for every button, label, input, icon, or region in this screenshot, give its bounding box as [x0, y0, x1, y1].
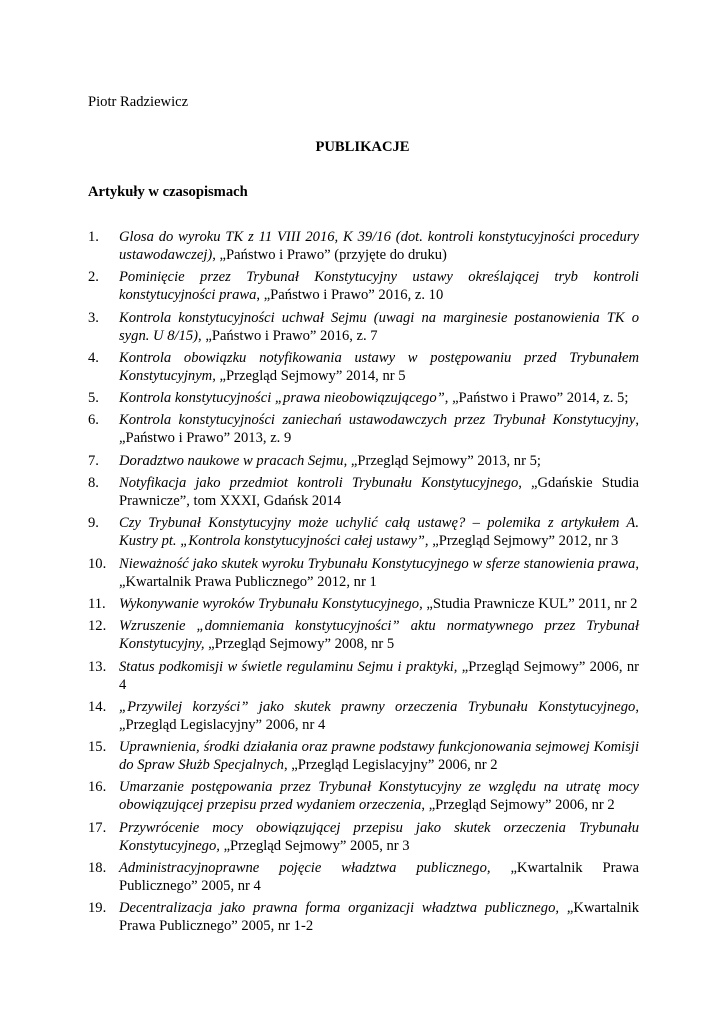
article-citation: , „Państwo i Prawo” 2016, z. 7 [198, 327, 378, 344]
list-item [88, 514, 639, 550]
list-item [88, 778, 639, 814]
article-citation: , „Państwo i Prawo” 2016, z. 10 [256, 287, 444, 304]
article-citation: , „Przegląd Sejmowy” 2012, nr 3 [424, 533, 619, 550]
list-item [88, 452, 639, 470]
article-title: Nieważność jako skutek wyroku Trybunału Konstytucyjnego w sferze stanowienia prawa [119, 555, 636, 572]
list-item [88, 228, 639, 264]
article-title: Pominięcie przez Trybunał Konstytucyjny ustawy określającej tryb kontroli konstytucyjności prawa [119, 269, 639, 304]
item-number: 17. [88, 819, 107, 836]
article-citation: , „Państwo i Prawo” 2014, z. 5; [444, 390, 629, 407]
item-number: 11. [88, 595, 106, 612]
item-number: 16. [88, 779, 107, 796]
item-number: 1. [88, 229, 99, 245]
article-title: „Przywilej korzyści” jako skutek prawny orzeczenia Trybunału Konstytucyjnego [119, 698, 636, 715]
list-item [88, 268, 639, 304]
list-item [88, 474, 639, 510]
article-title: Doradztwo naukowe w pracach Sejmu [119, 452, 344, 469]
item-number: 12. [88, 618, 107, 635]
article-citation: „Kwartalnik Prawa Publicznego” 2005, nr 4 [119, 860, 639, 895]
article-title: Wykonywanie wyroków Trybunału Konstytucyjnego [119, 595, 420, 612]
item-number: 8. [88, 475, 99, 492]
article-citation: , „Państwo i Prawo” 2013, z. 9 [119, 412, 639, 447]
list-item [88, 658, 639, 694]
list-item [88, 555, 639, 591]
article-title: Decentralizacja jako prawna forma organizacji władztwa publicznego, [119, 900, 560, 917]
article-title: Notyfikacja jako przedmiot kontroli Trybunału Konstytucyjnego [119, 475, 519, 492]
item-number: 3. [88, 309, 99, 326]
list-item [88, 309, 639, 345]
list-item [88, 819, 639, 855]
article-citation: „Przegląd Sejmowy” 2008, nr 5 [204, 636, 395, 653]
item-number: 2. [88, 269, 99, 286]
list-item [88, 738, 639, 774]
article-citation: , „Przegląd Sejmowy” 2013, nr 5; [343, 452, 541, 469]
article-citation: , „Gdańskie Studia Prawnicze”, tom XXXI, Gdańsk 2014 [119, 475, 639, 510]
item-number: 13. [88, 658, 107, 675]
article-title: Kontrola konstytucyjności uchwał Sejmu (uwagi na marginesie postanowienia TK o sygn. U 8/15) [119, 309, 639, 344]
article-title: Wzruszenie „domniemania konstytucyjności” aktu normatywnego przez Trybunał Konstytucyjny, [119, 618, 639, 653]
article-title: Czy Trybunał Konstytucyjny może uchylić całą ustawę? – polemika z artykułem A. Kustry pt. „Kontrola konstytucyjności całej ustawy” [119, 515, 639, 550]
article-title: Administracyjnoprawne pojęcie władztwa publicznego, [119, 860, 491, 877]
item-number: 6. [88, 412, 99, 429]
article-title: Glosa do wyroku TK z 11 VIII 2016, K 39/16 (dot. kontroli konstytucyjności procedury ustawodawczej) [119, 229, 639, 263]
article-title: Kontrola obowiązku notyfikowania ustawy w postępowaniu przed Trybunałem Konstytucyjnym [119, 349, 639, 384]
item-number: 18. [88, 860, 107, 877]
article-citation: , „Państwo i Prawo” (przyjęte do druku) [212, 247, 447, 263]
article-citation: „Kwartalnik Prawa Publicznego” 2005, nr 1-2 [119, 900, 639, 935]
article-title: Uprawnienia, środki działania oraz prawne podstawy funkcjonowania sejmowej Komisji do Spraw Służb Specjalnych [119, 739, 639, 774]
article-title: Kontrola konstytucyjności zaniechań ustawodawczych przez Trybunał Konstytucyjny [119, 412, 636, 429]
article-title: Status podkomisji w świetle regulaminu Sejmu i praktyki, [119, 658, 458, 675]
list-item [88, 389, 639, 407]
list-item [88, 899, 639, 935]
article-citation: , „Przegląd Sejmowy” 2006, nr 2 [421, 797, 615, 814]
article-citation: , „Studia Prawnicze KUL” 2011, nr 2 [419, 595, 638, 612]
page-title: PUBLIKACJE [315, 139, 410, 155]
article-citation: , „Przegląd Legislacyjny” 2006, nr 2 [283, 757, 498, 774]
article-citation: , „Kwartalnik Prawa Publicznego” 2012, nr 1 [119, 555, 639, 590]
list-item [88, 698, 639, 734]
item-number: 9. [88, 515, 99, 532]
item-number: 4. [88, 349, 99, 366]
list-item [88, 411, 639, 447]
item-number: 10. [88, 555, 107, 572]
article-title: Przywrócenie mocy obowiązującej przepisu jako skutek orzeczenia Trybunału Konstytucyjnego, [119, 819, 639, 854]
article-title: Kontrola konstytucyjności „prawa nieobowiązującego” [119, 390, 445, 407]
article-citation: , „Przegląd Sejmowy” 2014, nr 5 [212, 367, 406, 384]
item-number: 5. [88, 390, 99, 407]
article-title: Umarzanie postępowania przez Trybunał Konstytucyjny ze względu na utratę mocy obowiązującej przepisu przed wydaniem orzeczenia [119, 779, 639, 814]
article-list [88, 228, 639, 940]
item-number: 19. [88, 900, 107, 917]
list-item [88, 859, 639, 895]
item-number: 15. [88, 739, 107, 756]
author-name: Piotr Radziewicz [88, 94, 189, 110]
article-citation: , „Przegląd Legislacyjny” 2006, nr 4 [119, 698, 639, 733]
list-item [88, 349, 639, 385]
item-number: 7. [88, 452, 99, 469]
list-item [88, 617, 639, 653]
section-heading: Artykuły w czasopismach [88, 184, 248, 200]
item-number: 14. [88, 698, 107, 715]
list-item [88, 595, 639, 613]
article-citation: „Przegląd Sejmowy” 2005, nr 3 [219, 837, 410, 854]
article-citation: „Przegląd Sejmowy” 2006, nr 4 [119, 658, 640, 693]
